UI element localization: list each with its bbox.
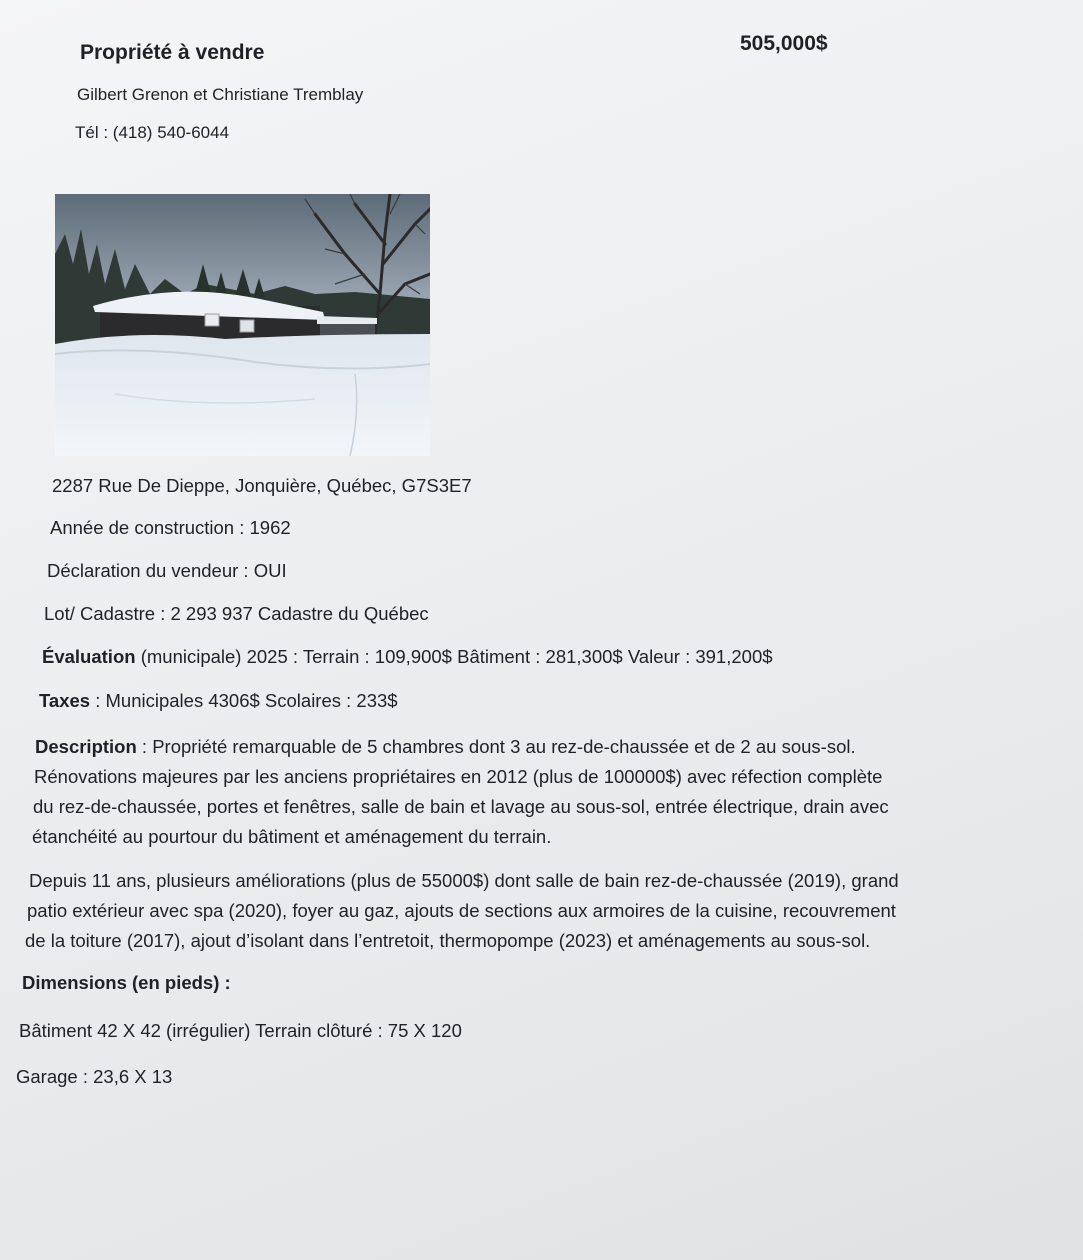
municipal-evaluation (42, 646, 773, 668)
taxes (39, 690, 398, 712)
description-line: étanchéité au pourtour du bâtiment et aménagement du terrain. (32, 826, 552, 847)
listing-title: Propriété à vendre (80, 41, 265, 64)
seller-declaration: Déclaration du vendeur : OUI (47, 560, 287, 581)
listing-price: 505,000$ (740, 32, 828, 55)
owners-names: Gilbert Grenon et Christiane Tremblay (77, 85, 364, 104)
evaluation-label: Évaluation (42, 646, 136, 667)
taxes-label: Taxes (39, 690, 91, 711)
building-dimensions: Bâtiment 42 X 42 (irrégulier) Terrain clôturé : 75 X 120 (19, 1020, 462, 1041)
description-line: Description : Propriété remarquable de 5 chambres dont 3 au rez-de-chaussée et de 2 au sous-sol. (35, 736, 856, 757)
year-built: Année de construction : 1962 (50, 517, 291, 538)
evaluation-text: (municipale) 2025 : Terrain : 109,900$ Bâtiment : 281,300$ Valeur : 391,200$ (135, 646, 773, 667)
garage-dimensions: Garage : 23,6 X 13 (16, 1066, 173, 1087)
description-line: du rez-de-chaussée, portes et fenêtres, salle de bain et lavage au sous-sol, entrée électrique, drain avec (33, 796, 889, 817)
description-line: Rénovations majeures par les anciens propriétaires en 2012 (plus de 100000$) avec réfection complète (34, 766, 883, 787)
property-address: 2287 Rue De Dieppe, Jonquière, Québec, G7S3E7 (52, 475, 472, 496)
improvements-line: Depuis 11 ans, plusieurs améliorations (plus de 55000$) dont salle de bain rez-de-chaussée (2019), grand (29, 870, 899, 891)
lot-cadastre: Lot/ Cadastre : 2 293 937 Cadastre du Québec (44, 603, 429, 624)
description-label: Description (35, 736, 137, 757)
house-in-snow-photo (55, 194, 430, 456)
taxes-text: : Municipales 4306$ Scolaires : 233$ (90, 690, 398, 711)
improvements-line: de la toiture (2017), ajout d’isolant dans l’entretoit, thermopompe (2023) et aménagements au sous-sol. (25, 930, 871, 951)
improvements-line: patio extérieur avec spa (2020), foyer au gaz, ajouts de sections aux armoires de la cuisine, recouvrement (27, 900, 896, 921)
phone-number: Tél : (418) 540-6044 (75, 123, 230, 142)
description-paragraph (32, 732, 889, 852)
improvements-paragraph (25, 866, 899, 956)
dimensions-heading: Dimensions (en pieds) : (22, 972, 231, 993)
